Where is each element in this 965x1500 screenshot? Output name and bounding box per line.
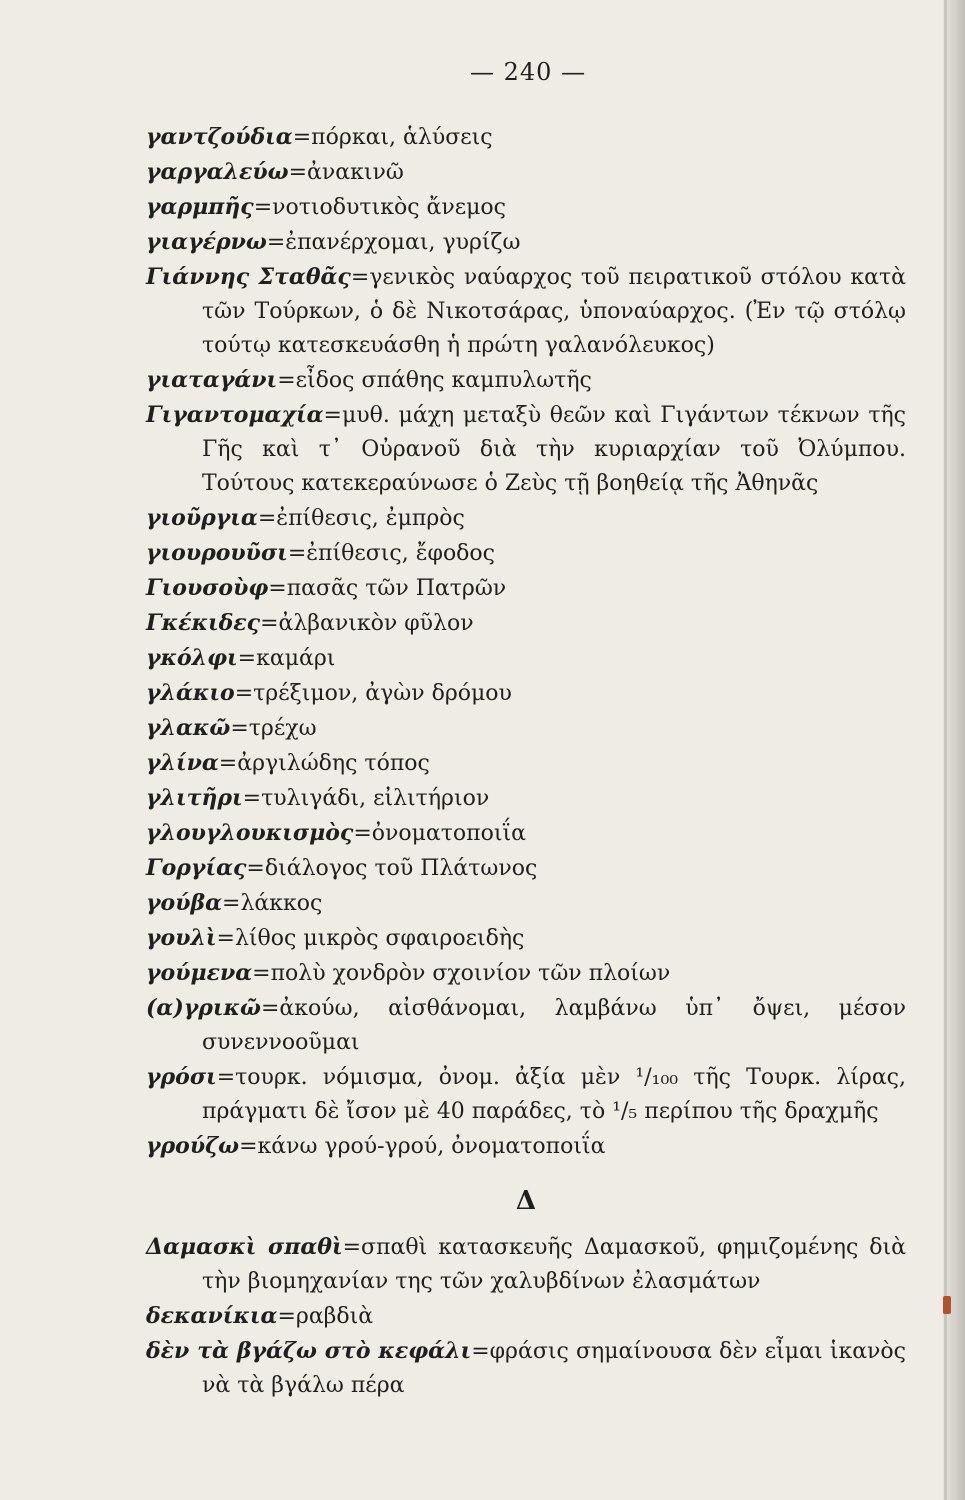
entry-definition: =τρέχω xyxy=(230,716,317,741)
entry-definition: =καμάρι xyxy=(237,646,336,671)
dictionary-entry xyxy=(146,190,906,225)
entry-headword: γλίνα xyxy=(146,750,219,776)
entry-headword: γαρμπῆς xyxy=(146,194,254,220)
dictionary-entry xyxy=(146,921,906,956)
entry-headword: δὲν τὰ βγάζω στὸ κεφάλι xyxy=(146,1338,472,1364)
entry-definition: =φράσις σημαίνουσα δὲν εἶμαι ἱκανὸς νὰ τὰ βγάλω πέρα xyxy=(202,1339,906,1398)
page-edge-line xyxy=(944,0,947,1500)
entry-headword: Γοργίας xyxy=(146,855,247,881)
dictionary-entry xyxy=(146,1060,906,1129)
entry-definition: =ραβδιὰ xyxy=(277,1304,374,1329)
dictionary-entry xyxy=(146,991,906,1060)
entry-definition: =μυθ. μάχη μεταξὺ θεῶν καὶ Γιγάντων τέκνων τῆς Γῆς καὶ τ᾽ Οὐρανοῦ διὰ τὴν κυριαρχίαν τοῦ Ὀλύμπου. Τούτους κατεκεραύνωσε ὁ Ζεὺς τῇ βοηθείᾳ τῆς Ἀθηνᾶς xyxy=(202,403,906,496)
entry-definition: =ἀργιλώδης τόπος xyxy=(218,751,430,776)
page-number: — 240 — xyxy=(470,58,587,86)
entry-headword: γλάκιο xyxy=(146,680,235,706)
dictionary-entry xyxy=(146,781,906,816)
entry-definition: =διάλογος τοῦ Πλάτωνος xyxy=(246,856,538,881)
dictionary-entry xyxy=(146,711,906,746)
entry-headword: γλιτῆρι xyxy=(146,785,243,811)
entry-definition: =ἀνακινῶ xyxy=(288,160,404,185)
entry-headword: γιαταγάνι xyxy=(146,367,278,393)
dictionary-entry xyxy=(146,571,906,606)
dictionary-entry xyxy=(146,260,906,363)
entry-headword: (α)γρικῶ xyxy=(146,995,261,1021)
entry-definition: =ἐπανέρχομαι, γυρίζω xyxy=(266,230,521,255)
entry-headword: γιοῦργια xyxy=(146,505,258,531)
dictionary-entry xyxy=(146,501,906,536)
dictionary-entry xyxy=(146,886,906,921)
dictionary-entry xyxy=(146,606,906,641)
entry-definition: =τουρκ. νόμισμα, ὀνομ. ἀξία μὲν ¹/₁₀₀ τῆς Τουρκ. λίρας, πράγματι δὲ ἴσον μὲ 40 παράδες, τὸ ¹/₅ περίπου τῆς δραχμῆς xyxy=(202,1065,906,1124)
entry-headword: Γκέκιδες xyxy=(146,610,261,636)
entry-definition: =σπαθὶ κατασκευῆς Δαμασκοῦ, φημιζομένης διὰ τὴν βιομηχανίαν της τῶν χαλυβδίνων ἐλασμάτων xyxy=(202,1235,906,1294)
entry-headword: γλουγλουκισμὸς xyxy=(146,820,354,846)
entry-definition: =γενικὸς ναύαρχος τοῦ πειρατικοῦ στόλου κατὰ τῶν Τούρκων, ὁ δὲ Νικοτσάρας, ὑποναύαρχος. (Ἐν τῷ στόλῳ τούτῳ κατεσκευάσθη ἡ πρώτη γαλανόλευκος) xyxy=(202,265,906,358)
entry-definition: =κάνω γρού-γρού, ὀνοματοποιΐα xyxy=(239,1134,606,1159)
dictionary-entry xyxy=(146,816,906,851)
dictionary-entry xyxy=(146,676,906,711)
entry-definition: =ἐπίθεσις, ἐμπρὸς xyxy=(257,506,465,531)
entry-definition: =πολὺ χονδρὸν σχοινίον τῶν πλοίων xyxy=(252,961,671,986)
entry-definition: =ὀνοματοποιΐα xyxy=(353,821,526,846)
entry-definition: =ἀκούω, αἰσθάνομαι, λαμβάνω ὑπ᾽ ὄψει, μέσον συνεννοοῦμαι xyxy=(202,996,906,1055)
entry-headword: γλακῶ xyxy=(146,715,231,741)
entry-headword: γρόσι xyxy=(146,1064,217,1090)
bookmark-ribbon xyxy=(943,1296,951,1314)
entry-definition: =ἀλβανικὸν φῦλον xyxy=(260,611,474,636)
entries-delta xyxy=(146,1230,906,1403)
entry-definition: =τυλιγάδι, εἰλιτήριον xyxy=(242,786,490,811)
entry-headword: Γιγαντομαχία xyxy=(146,402,324,428)
entry-headword: Γιάννης Σταθᾶς xyxy=(146,264,351,290)
dictionary-entry xyxy=(146,956,906,991)
dictionary-entry xyxy=(146,1334,906,1403)
dictionary-entry xyxy=(146,851,906,886)
dictionary-entry xyxy=(146,1299,906,1334)
dictionary-entry xyxy=(146,398,906,501)
entry-headword: γιαγέρνω xyxy=(146,229,267,255)
entry-headword: γιουρουῦσι xyxy=(146,540,288,566)
dictionary-entry xyxy=(146,641,906,676)
entry-definition: =πασᾶς τῶν Πατρῶν xyxy=(268,576,507,601)
entry-headword: γρούζω xyxy=(146,1133,240,1159)
entry-definition: =εἶδος σπάθης καμπυλωτῆς xyxy=(277,368,592,393)
dictionary-entry xyxy=(146,155,906,190)
entry-definition: =τρέξιμον, ἀγὼν δρόμου xyxy=(234,681,512,706)
entry-definition: =λάκκος xyxy=(222,891,323,916)
entry-headword: γαργαλεύω xyxy=(146,159,289,185)
entry-headword: γούβα xyxy=(146,890,223,916)
entry-headword: Γιουσοὺφ xyxy=(146,575,269,601)
dictionary-entry xyxy=(146,536,906,571)
entry-definition: =λίθος μικρὸς σφαιροειδὴς xyxy=(216,926,525,951)
entry-definition: =ἐπίθεσις, ἔφοδος xyxy=(287,541,495,566)
entry-headword: δεκανίκια xyxy=(146,1303,278,1329)
dictionary-entry xyxy=(146,746,906,781)
entry-headword: γουλὶ xyxy=(146,925,217,951)
dictionary-entry xyxy=(146,1129,906,1164)
dictionary-entry xyxy=(146,225,906,260)
entry-headword: γκόλφι xyxy=(146,645,238,671)
entry-headword: γούμενα xyxy=(146,960,253,986)
dictionary-entry xyxy=(146,120,906,155)
section-letter-heading: Δ xyxy=(515,1186,537,1216)
dictionary-entries xyxy=(146,120,906,1403)
dictionary-entry xyxy=(146,363,906,398)
entry-headword: γαντζούδια xyxy=(146,124,293,150)
entry-headword: Δαμασκὶ σπαθὶ xyxy=(146,1234,343,1260)
dictionary-entry xyxy=(146,1230,906,1299)
entry-definition: =πόρκαι, ἁλύσεις xyxy=(292,125,493,150)
entries-gamma xyxy=(146,120,906,1164)
entry-definition: =νοτιοδυτικὸς ἄνεμος xyxy=(253,195,506,220)
